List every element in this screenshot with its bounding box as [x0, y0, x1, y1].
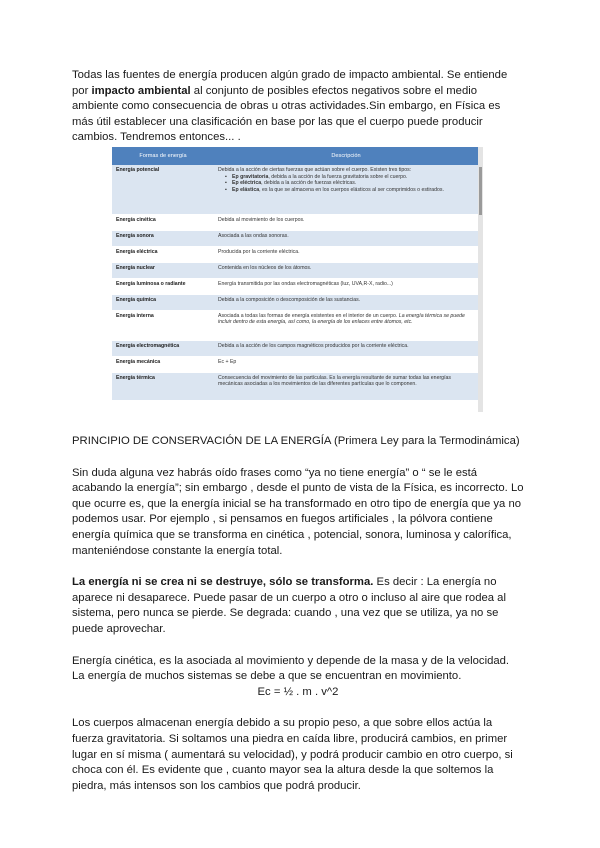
- row-name: Energía electromagnética: [112, 340, 214, 356]
- row-name: Energía interna: [112, 310, 214, 340]
- bullet-text: , es la que se almacena en los cuerpos elásticos al ser comprimidos o estirados.: [259, 186, 444, 193]
- row-desc: Debida a la composición o descomposición de las sustancias.: [214, 294, 478, 310]
- row-name: Energía eléctrica: [112, 246, 214, 262]
- row-name: Energía sonora: [112, 230, 214, 246]
- header-description: Descripción: [214, 147, 478, 165]
- bullet-item: [218, 187, 474, 194]
- row-desc: Producida por la corriente eléctrica.: [214, 246, 478, 262]
- law-paragraph: [72, 575, 524, 637]
- energy-table-image: [112, 147, 483, 412]
- conservation-paragraph: Sin duda alguna vez habrás oído frases como “ya no tiene energía” o “ se le está acabando la energía”; sin embargo , desde el punto de vista de la Física, es incorrecto. Lo que ocurre es, que la energía inicial se ha transformado en otro tipo de energía que ya no podemos usar. Por ejemplo , si pensamos en fuegos artificiales , la pólvora contiene energía química que se transforma en cinética , potencial, sonora, luminosa y calorífica, manteniéndose constante la energía total.: [72, 466, 524, 557]
- table-row: [112, 340, 478, 356]
- bullet-bold: Ep elástica: [232, 186, 260, 193]
- table-row: [112, 278, 478, 294]
- table-row: [112, 214, 478, 230]
- bullet-text: , debida a la acción de fuerzas eléctricas.: [261, 180, 357, 186]
- row-desc: Debida al movimiento de los cuerpos.: [214, 214, 478, 230]
- section-title: PRINCIPIO DE CONSERVACIÓN DE LA ENERGÍA (Primera Ley para la Termodinámica): [72, 435, 520, 447]
- row-desc: Contenida en los núcleos de los átomos.: [214, 262, 478, 278]
- row-desc: [214, 310, 478, 340]
- row-name: Energía química: [112, 294, 214, 310]
- row-desc-italic: La energía térmica se puede incluir dentro de esta energía, así como, la energía de los enlaces entre átomos, etc.: [218, 312, 465, 325]
- table-row: [112, 165, 478, 214]
- table-row: [112, 262, 478, 278]
- bullet-bold: Ep gravitatoria: [232, 173, 269, 180]
- row-desc-text: Asociada a todas las formas de energía existentes en el interior de un cuerpo.: [218, 312, 399, 319]
- row-name: Energía cinética: [112, 214, 214, 230]
- energy-table: [112, 147, 478, 401]
- table-row: [112, 230, 478, 246]
- row-name: Energía mecánica: [112, 356, 214, 372]
- table-row: [112, 294, 478, 310]
- kinetic-paragraph: Energía cinética, es la asociada al movimiento y depende de la masa y de la velocidad. La energía de muchos sistemas se debe a que se encuentran en movimiento.: [72, 654, 510, 683]
- row-desc: [214, 165, 478, 214]
- row-desc: Asociada a las ondas sonoras.: [214, 230, 478, 246]
- intro-paragraph: [72, 68, 524, 146]
- table-scrollbar: [478, 147, 483, 412]
- law-text: Es decir : La energía no aparece ni desaparece. Puede pasar de un cuerpo a otro o incluso al aire que rodea al sistema, pero nunca se pierde. Se degrada: cuando , una vez que se utiliza, ya no se puede aprovechar.: [72, 576, 506, 635]
- table-row: [112, 310, 478, 340]
- table-row: [112, 246, 478, 262]
- potential-paragraph: Los cuerpos almacenan energía debido a su propio peso, a que sobre ellos actúa la fuerza gravitatoria. Si soltamos una piedra en caída libre, producirá cambios, en primer lugar en sí misma ( aumentará su velocidad), y podrá producir cambio en otro cuerpo, si choca con él. Es evidente que , cuanto mayor sea la altura desde la que soltemos la piedra, más intensos son los cambios que podrá producir.: [72, 717, 513, 792]
- table-header-row: [112, 147, 478, 165]
- row-name: Energía potencial: [112, 165, 214, 214]
- table-row: [112, 356, 478, 372]
- intro-bold: impacto ambiental: [91, 84, 191, 97]
- law-bold: La energía ni se crea ni se destruye, sólo se transforma.: [72, 576, 374, 589]
- document-body: [72, 434, 524, 794]
- header-forms: Formas de energía: [112, 147, 214, 165]
- table-row: [112, 372, 478, 400]
- row-desc: Consecuencia del movimiento de las partículas. Es la energía resultante de sumar todas las energías mecánicas asociadas a los movimientos de las diferentes partículas que lo componen.: [214, 372, 478, 400]
- row-desc: Ec + Ep: [214, 356, 478, 372]
- row-name: Energía nuclear: [112, 262, 214, 278]
- scrollbar-thumb: [479, 167, 482, 215]
- row-desc: Debida a la acción de los campos magnéticos producidos por la corriente eléctrica.: [214, 340, 478, 356]
- intro-text-1: Todas las fuentes de energía producen algún grado de impacto ambiental. Se entiende por: [72, 69, 508, 97]
- row-name: Energía térmica: [112, 372, 214, 400]
- bullet-bold: Ep eléctrica: [232, 180, 262, 186]
- row-desc-text: Debida a la acción de ciertas fuerzas que actúan sobre el cuerpo. Existen tres tipos:: [218, 167, 412, 173]
- intro-text-2: al conjunto de posibles efectos negativos sobre el medio ambiente como consecuencia de obras u otras actividades.Sin embargo, en Física es más útil establecer una clasificación en base por las que el cuerpo puede producir cambios. Tendremos entonces... .: [72, 84, 501, 144]
- bullet-text: , debida a la acción de la fuerza gravitatoria sobre el cuerpo.: [268, 173, 408, 180]
- row-desc: Energía transmitida por las ondas electromagnéticas (luz, UVA,R-X, radio...): [214, 278, 478, 294]
- document-page: [72, 68, 524, 146]
- row-name: Energía luminosa o radiante: [112, 278, 214, 294]
- kinetic-formula: Ec = ½ . m . v^2: [257, 685, 339, 698]
